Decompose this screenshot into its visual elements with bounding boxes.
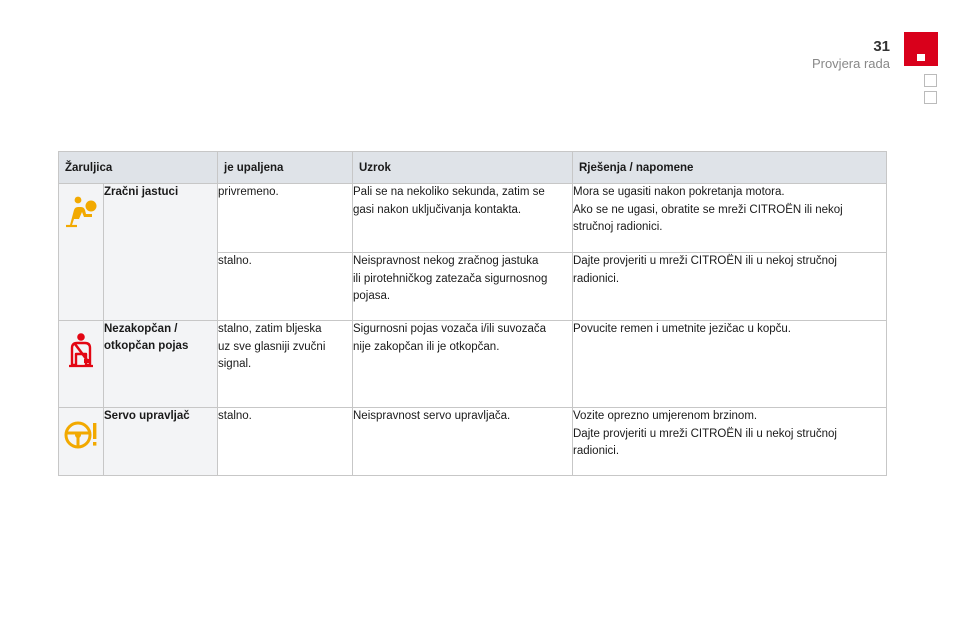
cause-cell: Neispravnost servo upravljača. bbox=[353, 408, 573, 476]
solution-cell bbox=[573, 253, 887, 321]
solution-cell bbox=[573, 408, 887, 476]
section-title: Provjera rada bbox=[811, 56, 890, 71]
column-header-light: Žaruljica bbox=[59, 152, 218, 184]
row-name: Zračni jastuci bbox=[104, 184, 218, 321]
solution-line: Vozite oprezno umjerenom brzinom. bbox=[573, 410, 758, 422]
solution-line: Dajte provjeriti u mreži CITROËN ili u nekoj stručnoj bbox=[573, 255, 837, 267]
state-line: stalno, zatim bljeska bbox=[218, 323, 322, 335]
solution-line: Dajte provjeriti u mreži CITROËN ili u nekoj stručnoj bbox=[573, 427, 837, 440]
solution-line: radionici. bbox=[573, 272, 620, 285]
chapter-box-2 bbox=[924, 91, 937, 104]
tab-marker bbox=[917, 54, 925, 61]
chapter-tab bbox=[904, 32, 938, 66]
solution-line: Povucite remen i umetnite jezičac u kopču. bbox=[573, 323, 791, 335]
solution-cell bbox=[573, 321, 887, 408]
table-row bbox=[59, 408, 887, 476]
cause-line: Sigurnosni pojas vozača i/ili suvozača bbox=[353, 323, 547, 335]
seatbelt-warning-icon bbox=[66, 332, 96, 368]
column-header-cause: Uzrok bbox=[353, 152, 573, 184]
table-header-row bbox=[59, 152, 887, 184]
power-steering-warning-icon bbox=[63, 419, 99, 451]
state-cell: stalno. bbox=[218, 253, 353, 321]
cause-cell bbox=[353, 253, 573, 321]
cause-line: Pali se na nekoliko sekunda, zatim se bbox=[353, 186, 545, 198]
row-name-line: otkopčan pojas bbox=[104, 340, 189, 352]
cause-cell bbox=[353, 184, 573, 253]
cause-line: Neispravnost nekog zračnog jastuka bbox=[353, 255, 539, 267]
cause-cell bbox=[353, 321, 573, 408]
column-header-solution: Rješenja / napomene bbox=[573, 152, 887, 184]
state-cell: privremeno. bbox=[218, 184, 353, 253]
solution-line: radionici. bbox=[573, 445, 620, 457]
state-line: signal. bbox=[218, 358, 252, 370]
table-row bbox=[59, 321, 887, 408]
row-name-line: Nezakopčan / bbox=[104, 323, 178, 335]
solution-line: Ako se ne ugasi, obratite se mreži CITROËN ili nekoj bbox=[573, 203, 843, 216]
state-line: uz sve glasniji zvučni bbox=[218, 340, 326, 353]
state-cell bbox=[218, 321, 353, 408]
cause-line: ili pirotehničkog zatezača sigurnosnog bbox=[353, 272, 548, 285]
row-name: Servo upravljač bbox=[104, 408, 218, 476]
cause-line: pojasa. bbox=[353, 290, 391, 302]
column-header-state: je upaljena bbox=[218, 152, 353, 184]
solution-line: Mora se ugasiti nakon pokretanja motora. bbox=[573, 186, 785, 198]
solution-cell bbox=[573, 184, 887, 253]
table-row bbox=[59, 184, 887, 253]
solution-line: stručnoj radionici. bbox=[573, 221, 663, 233]
cause-line: gasi nakon uključivanja kontakta. bbox=[353, 203, 522, 216]
row-name bbox=[104, 321, 218, 408]
warning-lights-table bbox=[58, 151, 887, 476]
airbag-warning-icon bbox=[64, 195, 98, 229]
chapter-box-1 bbox=[924, 74, 937, 87]
cause-line: nije zakopčan ili je otkopčan. bbox=[353, 340, 500, 353]
page-number: 31 bbox=[873, 38, 890, 55]
state-cell: stalno. bbox=[218, 408, 353, 476]
